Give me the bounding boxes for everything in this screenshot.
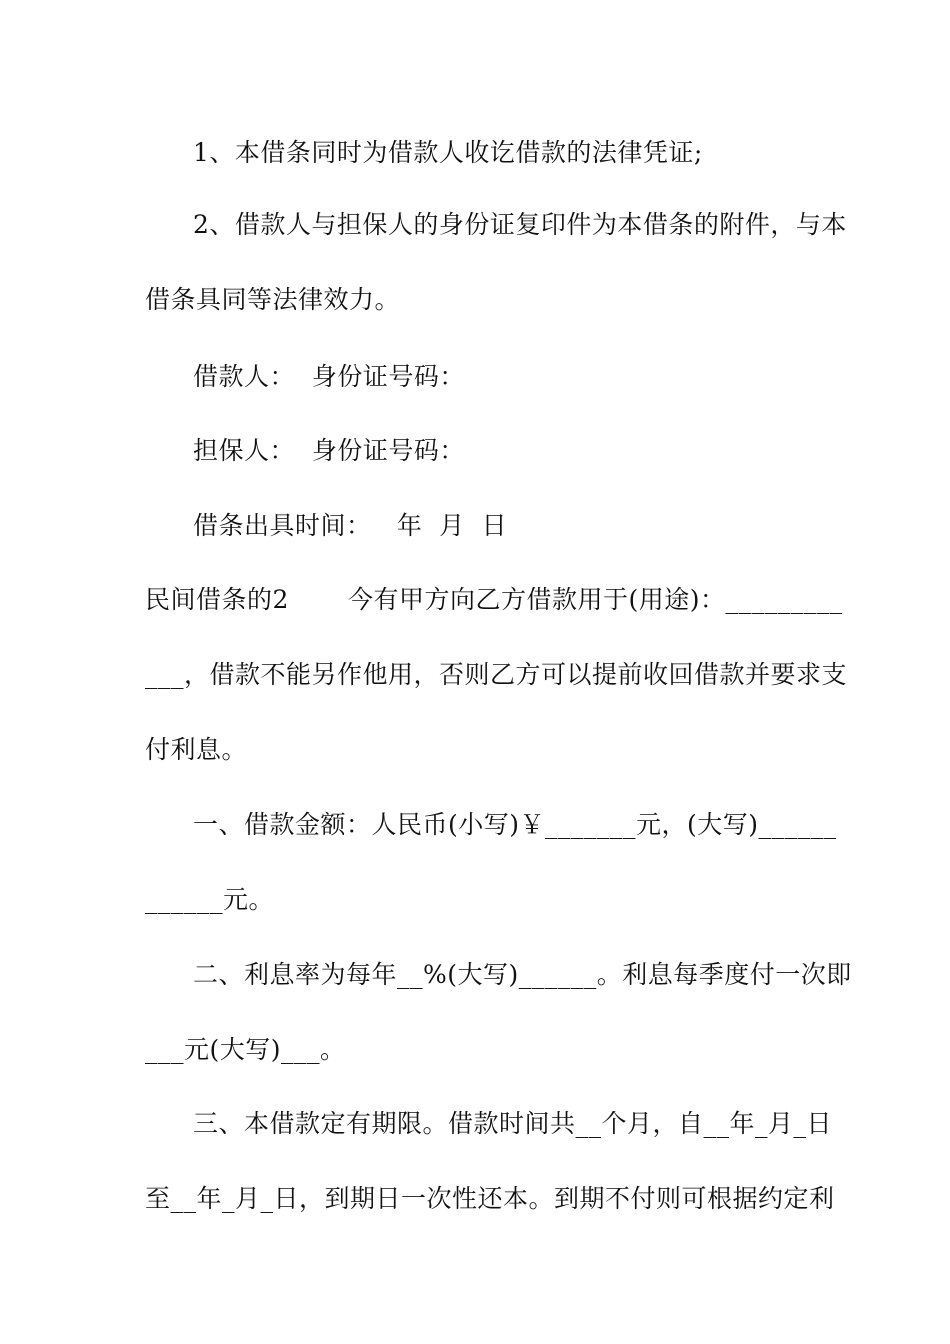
loan-amount-line: 一、借款金额：人民币(小写)￥_______元，(大写)______ [193,810,837,839]
clause-2-text: 2、借款人与担保人的身份证复印件为本借条的附件，与本 [193,210,847,239]
section-2-heading-line: 民间借条的2 今有甲方向乙方借款用于(用途)：_________ [145,585,843,614]
guarantor-line: 担保人： 身份证号码： [193,436,465,465]
purpose-line: ___，借款不能另作他用，否则乙方可以提前收回借款并要求支 [145,660,848,689]
loan-term-continuation: 至__年_月_日，到期日一次性还本。到期不付则可根据约定利 [145,1184,835,1213]
issue-date-line: 借条出具时间： 年 月 日 [193,511,508,540]
interest-rate-continuation: ___元(大写)___。 [145,1035,346,1064]
loan-amount-continuation: ______元。 [145,885,275,914]
borrower-line: 借款人： 身份证号码： [193,362,465,391]
clause-2-continuation: 借条具同等法律效力。 [145,285,401,314]
clause-1-text: 1、本借条同时为借款人收讫借款的法律凭证; [193,138,703,167]
loan-term-line: 三、本借款定有期限。借款时间共__个月，自__年_月_日 [193,1109,833,1138]
purpose-continuation: 付利息。 [145,735,248,764]
interest-rate-line: 二、利息率为每年__%(大写)______。利息每季度付一次即 [193,960,852,989]
